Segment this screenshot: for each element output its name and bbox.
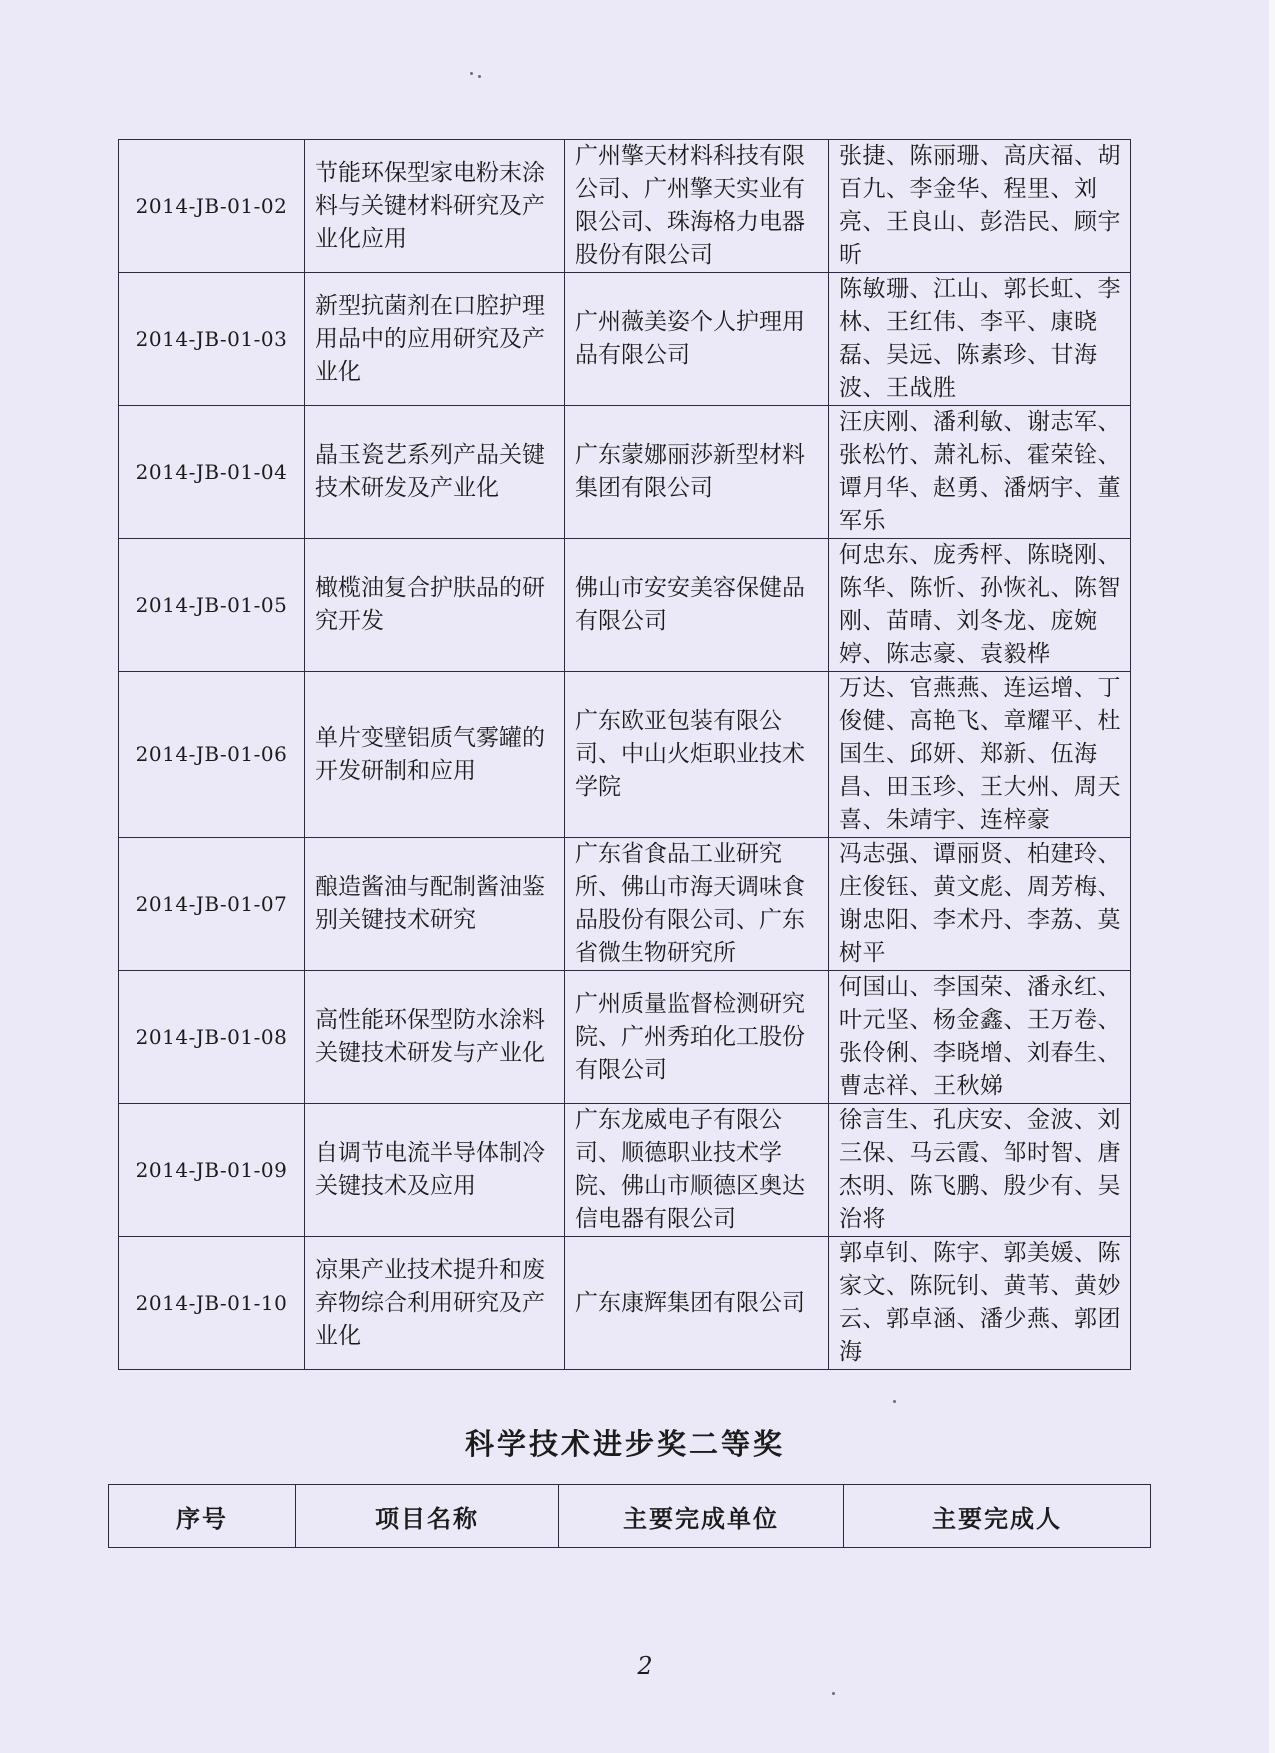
table-row: [119, 140, 1131, 273]
header-serial-number: 序号: [109, 1485, 296, 1548]
table-row: [119, 539, 1131, 672]
header-row: [109, 1485, 1151, 1548]
project-name: 晶玉瓷艺系列产品关键技术研发及产业化: [305, 406, 565, 539]
completing-organization: 广州薇美姿个人护理用品有限公司: [565, 273, 829, 406]
header-completing-organization: 主要完成单位: [559, 1485, 844, 1548]
project-code: 2014-JB-01-10: [119, 1237, 305, 1370]
table-row: [119, 1104, 1131, 1237]
table-row: [119, 1237, 1131, 1370]
award-table: [118, 139, 1131, 1370]
project-name: 酿造酱油与配制酱油鉴别关键技术研究: [305, 838, 565, 971]
scan-speck: [478, 75, 481, 78]
project-code: 2014-JB-01-06: [119, 672, 305, 838]
project-name: 橄榄油复合护肤品的研究开发: [305, 539, 565, 672]
completing-organization: 广东欧亚包装有限公司、中山火炬职业技术学院: [565, 672, 829, 838]
project-code: 2014-JB-01-08: [119, 971, 305, 1104]
completing-organization: 广东蒙娜丽莎新型材料集团有限公司: [565, 406, 829, 539]
project-code: 2014-JB-01-04: [119, 406, 305, 539]
project-code: 2014-JB-01-05: [119, 539, 305, 672]
scan-speck: [832, 1692, 835, 1695]
project-code: 2014-JB-01-03: [119, 273, 305, 406]
project-code: 2014-JB-01-09: [119, 1104, 305, 1237]
completing-persons: 冯志强、谭丽贤、柏建玲、庄俊钰、黄文彪、周芳梅、谢忠阳、李术丹、李荔、莫树平: [829, 838, 1131, 971]
project-name: 高性能环保型防水涂料关键技术研发与产业化: [305, 971, 565, 1104]
completing-organization: 广东龙威电子有限公司、顺德职业技术学院、佛山市顺德区奥达信电器有限公司: [565, 1104, 829, 1237]
completing-persons: 徐言生、孔庆安、金波、刘三保、马云霞、邹时智、唐杰明、陈飞鹏、殷少有、吴治将: [829, 1104, 1131, 1237]
project-name: 节能环保型家电粉末涂料与关键材料研究及产业化应用: [305, 140, 565, 273]
project-name: 自调节电流半导体制冷关键技术及应用: [305, 1104, 565, 1237]
project-code: 2014-JB-01-02: [119, 140, 305, 273]
header-completing-persons: 主要完成人: [844, 1485, 1151, 1548]
project-name: 新型抗菌剂在口腔护理用品中的应用研究及产业化: [305, 273, 565, 406]
table-row: [119, 971, 1131, 1104]
page-number: 2: [637, 1652, 653, 1680]
table-row: [119, 273, 1131, 406]
completing-organization: 广州质量监督检测研究院、广州秀珀化工股份有限公司: [565, 971, 829, 1104]
completing-persons: 郭卓钊、陈宇、郭美媛、陈家文、陈阮钊、黄苇、黄妙云、郭卓涵、潘少燕、郭团海: [829, 1237, 1131, 1370]
completing-organization: 广东省食品工业研究所、佛山市海天调味食品股份有限公司、广东省微生物研究所: [565, 838, 829, 971]
completing-persons: 张捷、陈丽珊、高庆福、胡百九、李金华、程里、刘亮、王良山、彭浩民、顾宇昕: [829, 140, 1131, 273]
second-prize-table-header: [108, 1484, 1151, 1548]
completing-organization: 佛山市安安美容保健品有限公司: [565, 539, 829, 672]
project-code: 2014-JB-01-07: [119, 838, 305, 971]
completing-organization: 广东康辉集团有限公司: [565, 1237, 829, 1370]
table-row: [119, 838, 1131, 971]
project-name: 凉果产业技术提升和废弃物综合利用研究及产业化: [305, 1237, 565, 1370]
scan-speck: [470, 72, 473, 75]
table-row: [119, 672, 1131, 838]
header-project-name: 项目名称: [296, 1485, 559, 1548]
completing-persons: 何忠东、庞秀枰、陈晓刚、陈华、陈忻、孙恢礼、陈智刚、苗晴、刘冬龙、庞婉婷、陈志豪、袁毅桦: [829, 539, 1131, 672]
completing-persons: 何国山、李国荣、潘永红、叶元坚、杨金鑫、王万卷、张伶俐、李晓增、刘春生、曹志祥、王秋娣: [829, 971, 1131, 1104]
table-row: [119, 406, 1131, 539]
completing-persons: 汪庆刚、潘利敏、谢志军、张松竹、萧礼标、霍荣铨、谭月华、赵勇、潘炳宇、董军乐: [829, 406, 1131, 539]
completing-organization: 广州擎天材料科技有限公司、广州擎天实业有限公司、珠海格力电器股份有限公司: [565, 140, 829, 273]
scan-speck: [893, 1400, 896, 1403]
project-name: 单片变壁铝质气雾罐的开发研制和应用: [305, 672, 565, 838]
completing-persons: 万达、官燕燕、连运增、丁俊健、高艳飞、章耀平、杜国生、邱妍、郑新、伍海昌、田玉珍、王大州、周天喜、朱靖宇、连梓豪: [829, 672, 1131, 838]
section-title: 科学技术进步奖二等奖: [464, 1427, 785, 1461]
completing-persons: 陈敏珊、江山、郭长虹、李林、王红伟、李平、康晓磊、吴远、陈素珍、甘海波、王战胜: [829, 273, 1131, 406]
